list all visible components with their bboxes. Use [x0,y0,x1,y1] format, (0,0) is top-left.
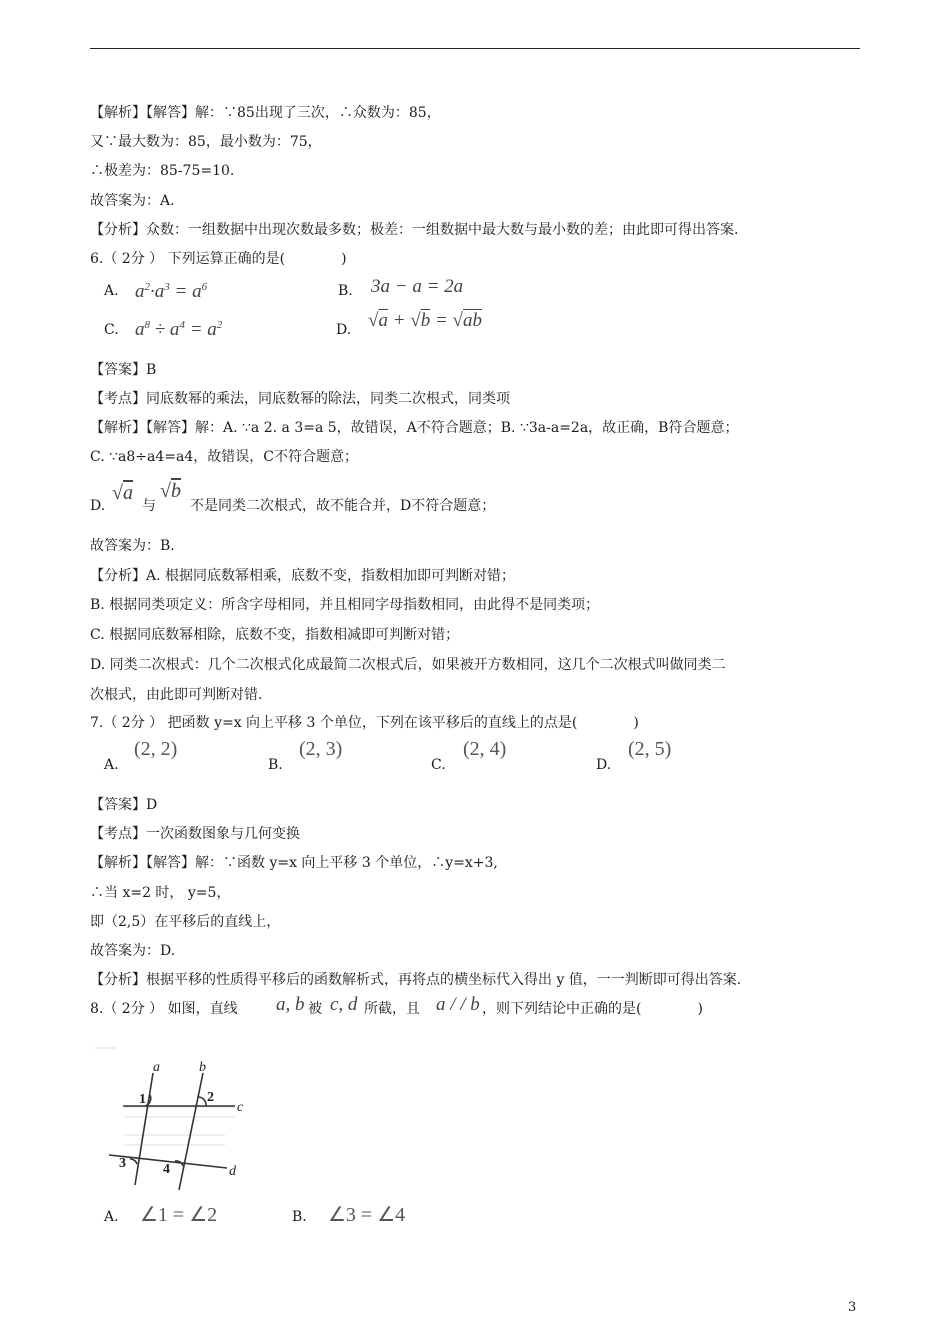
label-a: a [153,1060,160,1075]
label-angle-3: 3 [119,1156,126,1171]
q7-option-c-point: (2, 4) [463,738,507,760]
line-a [135,1073,153,1185]
q6-knowledge-point: 【考点】同底数幂的乘法，同底数幂的除法，同类二次根式，同类项 [90,391,510,407]
q6-explanation-d-rest: 不是同类二次根式，故不能合并，D不符合题意； [190,498,496,514]
q6-option-c-label: C. [104,322,119,338]
q7-explanation-line: 故答案为：D. [90,943,176,959]
label-c: c [237,1100,244,1115]
q6-explanation-d-and: 与 [142,498,156,514]
line-b [179,1073,203,1190]
q6-explanation-line: 故答案为：B. [90,538,175,554]
question-7-stem: 7.（ 2分 ） 把函数 y=x 向上平移 3 个单位，下列在该平移后的直线上的点是( ) [90,715,639,731]
q6-analysis-line: 【分析】A. 根据同底数幂相乘，底数不变，指数相加即可判断对错； [90,568,516,584]
question-8-stem-suffix: ，则下列结论中正确的是( ) [482,1001,703,1017]
q6-option-a-expr: $a^2\cdot a^3 = a^6$ [135,281,208,302]
q6-option-d-expr: √a + √b = √ab [368,310,482,331]
q8-lines-ab: a, b [276,994,305,1015]
q6-option-a-label: A. [104,283,119,299]
q8-option-b-expr: ∠3 = ∠4 [328,1204,406,1226]
q6-option-d-label: D. [336,322,352,338]
q7-option-d-label: D. [596,757,612,773]
q6-option-b-expr: 3a − a = 2a [371,276,464,297]
sqrt-a-inline: √a [112,482,133,504]
q8-option-a-expr: ∠1 = ∠2 [140,1204,218,1226]
q7-explanation-line: 【解析】【解答】解：∵函数 y=x 向上平移 3 个单位，∴y=x+3, [90,855,498,871]
explanation-line: ∴极差为：85-75=10. [90,163,235,179]
q6-option-b-label: B. [338,283,353,299]
q7-analysis-line: 【分析】根据平移的性质得平移后的函数解析式，再将点的横坐标代入得出 y 值，一一判断即可得出答案. [90,972,742,988]
q7-explanation-line: ∴当 x=2 时， y=5， [90,885,231,901]
q6-option-c-expr: $a^8 \div a^4 = a^2$ [135,319,223,340]
label-angle-4: 4 [163,1162,170,1177]
question-6-stem: 6.（ 2分 ） 下列运算正确的是( ) [90,251,347,267]
q6-answer: 【答案】B [90,362,157,378]
parallel-lines-figure [95,1045,265,1195]
q7-option-b-label: B. [268,757,283,773]
q7-knowledge-point: 【考点】一次函数图象与几何变换 [90,826,300,842]
q7-option-b-point: (2, 3) [299,738,343,760]
label-b: b [199,1060,206,1075]
explanation-line: 故答案为：A. [90,193,175,209]
q8-lines-cd: c, d [330,994,358,1015]
question-8-stem-part: 所截，且 [364,1001,420,1017]
q7-answer: 【答案】D [90,797,158,813]
angle-arc-2 [198,1097,206,1106]
q6-analysis-line: D. 同类二次根式：几个二次根式化成最简二次根式后，如果被开方数相同，这几个二次根式叫做同类二 [90,657,726,673]
label-angle-1: 1 [139,1092,146,1107]
q6-analysis-line: C. 根据同底数幂相除，底数不变，指数相减即可判断对错； [90,627,460,643]
q8-parallel-expr: a / / b [436,994,480,1015]
explanation-line: 又∵最大数为：85，最小数为：75， [90,134,322,150]
q6-explanation-d-prefix: D. [90,498,106,514]
q6-explanation-line: 【解析】【解答】解：A. ∵a 2. a 3=a 5，故错误，A不符合题意；B. ∵3a-a=2a，故正确，B符合题意； [90,420,739,436]
q8-option-a-label: A. [104,1209,119,1225]
label-d: d [229,1164,236,1179]
sqrt-b-inline: √b [160,480,181,502]
q6-explanation-line: C. ∵a8÷a4=a4，故错误，C不符合题意； [90,449,358,465]
q8-option-b-label: B. [292,1209,307,1225]
analysis-line: 【分析】众数：一组数据中出现次数最多数；极差：一组数据中最大数与最小数的差；由此即可得出答案. [90,222,739,238]
q6-analysis-line: B. 根据同类项定义：所含字母相同，并且相同字母指数相同，由此得不是同类项； [90,597,600,613]
header-rule [90,48,860,49]
q7-option-a-label: A. [104,757,119,773]
angle-arc-3 [130,1159,137,1164]
explanation-line: 【解析】【解答】解：∵85出现了三次，∴众数为：85， [90,105,441,121]
question-8-stem-prefix: 8.（ 2分 ） 如图，直线 [90,1001,238,1017]
q7-explanation-line: 即（2,5）在平移后的直线上， [90,914,281,930]
label-angle-2: 2 [207,1090,214,1105]
question-8-stem-part: 被 [308,1001,322,1017]
q6-analysis-line: 次根式，由此即可判断对错. [90,687,263,703]
q7-option-d-point: (2, 5) [628,738,672,760]
q7-option-a-point: (2, 2) [134,738,178,760]
page-number: 3 [848,1300,857,1315]
q7-option-c-label: C. [431,757,446,773]
